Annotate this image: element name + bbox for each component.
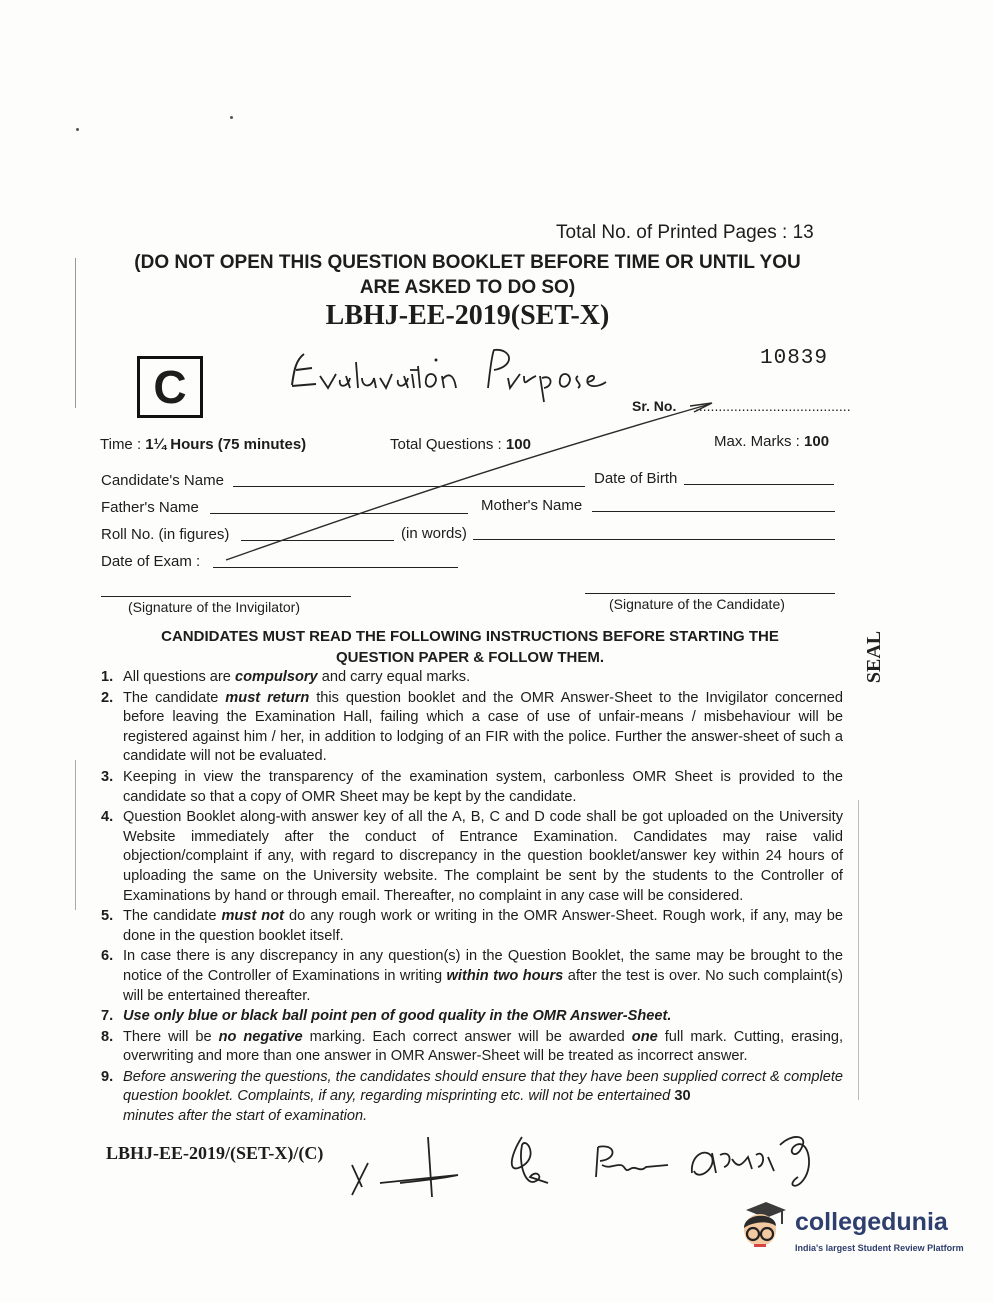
do-not-open-warning: [100, 250, 835, 300]
instruction-item: [101, 907, 843, 946]
instruction-text: The candidate must not do any rough work or writing in the OMR Answer-Sheet. Rough work, if any, may be done in the question booklet itself.: [123, 908, 843, 944]
left-margin-rule: [75, 760, 76, 910]
scan-speck: [76, 128, 79, 131]
candidate-name-label: Candidate's Name: [101, 472, 224, 489]
seal-label: [858, 620, 888, 694]
instructions-list: [101, 668, 843, 1128]
instruction-number: 3.: [101, 768, 114, 785]
collegedunia-mascot-icon: [732, 1198, 792, 1258]
sr-no-dots: ........................................: [695, 398, 851, 414]
seal-text: SEAL: [863, 630, 885, 684]
instruction-number: 1.: [101, 669, 114, 685]
max-marks-info: [714, 433, 829, 450]
max-marks-value: 100: [804, 433, 830, 450]
instruction-item: [101, 689, 843, 767]
instruction-text: Keeping in view the transparency of the examination system, carbonless OMR Sheet is provided to the candidate so that a copy of OMR Sheet may be kept by the candidate.: [123, 768, 843, 805]
date-of-birth-label: Date of Birth: [594, 470, 678, 487]
booklet-set-box: [137, 356, 203, 418]
instruction-number: 2.: [101, 689, 114, 706]
instructions-heading: [120, 626, 820, 668]
serial-number-stamp: 10839: [760, 347, 829, 370]
left-margin-rule: [75, 258, 76, 408]
instruction-number: 9.: [101, 1068, 114, 1085]
instruction-number: 8.: [101, 1028, 114, 1045]
roll-no-words-label: (in words): [401, 525, 467, 542]
instruction-item: [101, 1068, 843, 1127]
brand-tagline: India's largest Student Review Platform: [795, 1243, 964, 1253]
candidate-signature-label: (Signature of the Candidate): [609, 596, 785, 612]
right-margin-rule: [858, 800, 859, 1100]
printed-pages-count: Total No. of Printed Pages : 13: [556, 222, 814, 243]
handwritten-signatures: [340, 1125, 840, 1200]
footer-booklet-code: LBHJ-EE-2019/(SET-X)/(C): [106, 1143, 324, 1163]
warning-line-1: (DO NOT OPEN THIS QUESTION BOOKLET BEFORE TIME OR UNTIL YOU: [134, 252, 801, 273]
mother-name-label: Mother's Name: [481, 497, 583, 514]
invigilator-signature-label: (Signature of the Invigilator): [128, 599, 300, 615]
date-of-exam-label: Date of Exam :: [101, 553, 201, 570]
instruction-item: [101, 668, 843, 688]
instruction-item: [101, 1007, 843, 1027]
instructions-heading-line-1: CANDIDATES MUST READ THE FOLLOWING INSTRUCTIONS BEFORE STARTING THE: [161, 628, 779, 645]
instruction-text: Before answering the questions, the candidates should ensure that they have been supplied correct & complete question booklet. Complaints, if any, regarding misprinting etc. will not be entertained 30 minutes after the start of examination.: [123, 1068, 843, 1125]
time-value: 1¼ Hours (75 minutes): [145, 436, 307, 453]
instruction-text: All questions are compulsory and carry equal marks.: [123, 669, 471, 685]
instruction-item: [101, 947, 843, 1006]
max-marks-label: Max. Marks :: [714, 433, 805, 450]
strike-through-line: [220, 400, 720, 570]
instruction-text: Question Booklet along-with answer key of all the A, B, C and D code shall be got uploaded on the University Website immediately after the conduct of Entrance Examination. Candidates may raise valid objection/complaint if any, with regard to discrepancy in the question booklet/answer key within 24 hours of uploading the same on the University website. The complaint be sent by the students to the Controller of Examinations by hand or through email. Thereafter, no complaint in any case will be considered.: [123, 809, 843, 904]
scan-speck: [230, 116, 233, 119]
booklet-set-letter: C: [153, 361, 187, 413]
time-label: Time :: [100, 436, 146, 453]
exam-code-title: LBHJ-EE-2019(SET-X): [325, 300, 610, 331]
instruction-number: 6.: [101, 948, 114, 965]
instruction-item: [101, 768, 843, 807]
brand-name: collegedunia: [795, 1208, 948, 1236]
instruction-text: There will be no negative marking. Each correct answer will be awarded one full mark. Cutting, erasing, overwriting and more than one answer in OMR Answer-Sheet will be treated as incorrect answer.: [123, 1028, 844, 1065]
instructions-heading-line-2: QUESTION PAPER & FOLLOW THEM.: [335, 649, 605, 666]
sr-no-label: Sr. No.: [632, 398, 677, 414]
total-questions-value: 100: [505, 436, 531, 453]
roll-no-figures-label: Roll No. (in figures): [101, 526, 230, 543]
instruction-item: [101, 1028, 843, 1067]
instruction-text: In case there is any discrepancy in any question(s) in the Question Booklet, the same may be brought to the notice of the Controller of Examinations in writing within two hours after the test is over. No such complaint(s) will be entertained thereafter.: [123, 948, 843, 1004]
instruction-item: [101, 808, 843, 906]
warning-line-2: ARE ASKED TO DO SO): [359, 277, 576, 298]
invigilator-signature-line: [101, 596, 351, 597]
candidate-signature-line: [585, 593, 835, 594]
instruction-number: 4.: [101, 809, 114, 826]
instruction-text: Use only blue or black ball point pen of good quality in the OMR Answer-Sheet.: [123, 1008, 672, 1025]
total-questions-label: Total Questions :: [390, 436, 506, 453]
instruction-number: 7.: [101, 1008, 114, 1025]
instruction-number: 5.: [101, 908, 114, 925]
instruction-text: The candidate must return this question booklet and the OMR Answer-Sheet to the Invigilator concerned before leaving the Examination Hall, failing which a case of use of unfair-means / misbehaviour will be registered against him / her, in addition to lodging of an FIR with the police. Further the answer-sheet of such a candidate will not be evaluated.: [123, 689, 843, 765]
father-name-label: Father's Name: [101, 499, 199, 516]
